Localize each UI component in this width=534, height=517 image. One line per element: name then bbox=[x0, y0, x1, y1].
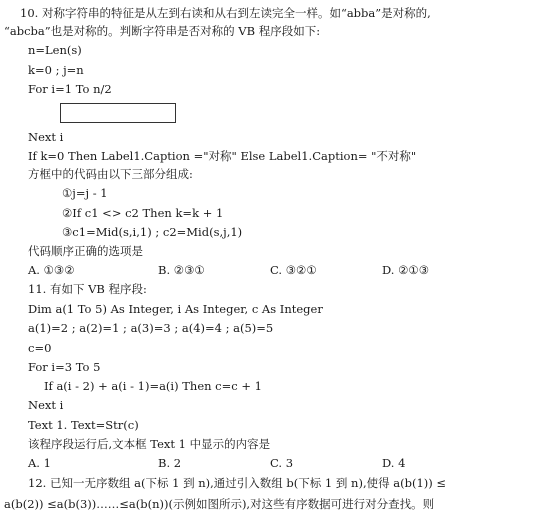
q10-code-3: For i=1 To n/2 bbox=[28, 82, 112, 96]
q10-option-b: B. ②③① bbox=[158, 263, 205, 277]
q11-code-6: Next i bbox=[28, 398, 64, 412]
q10-part-3: ③c1=Mid(s,i,1) ; c2=Mid(s,j,1) bbox=[62, 225, 243, 239]
q10-code-1: n=Len(s) bbox=[28, 43, 82, 57]
q10-line-2: “abcba”也是对称的。判断字符串是否对称的 VB 程序段如下: bbox=[4, 24, 321, 38]
q11-question: 该程序段运行后,文本框 Text 1 中显示的内容是 bbox=[28, 437, 271, 451]
q10-question: 代码顺序正确的选项是 bbox=[28, 244, 143, 258]
q11-code-2: a(1)=2 ; a(2)=1 ; a(3)=3 ; a(4)=4 ; a(5)=5 bbox=[28, 321, 274, 335]
q11-code-7: Text 1. Text=Str(c) bbox=[28, 418, 139, 432]
q11-title: 11. 有如下 VB 程序段: bbox=[28, 282, 147, 296]
q10-code-2: k=0 ; j=n bbox=[28, 63, 84, 77]
q10-if-line: If k=0 Then Label1.Caption ="对称" Else Label1.Caption= "不对称" bbox=[28, 149, 417, 163]
code-blank-box bbox=[60, 103, 176, 123]
q11-code-4: For i=3 To 5 bbox=[28, 360, 101, 374]
q10-prompt: 方框中的代码由以下三部分组成: bbox=[28, 167, 193, 181]
q11-code-5: If a(i - 2) + a(i - 1)=a(i) Then c=c + 1 bbox=[44, 379, 262, 393]
q12-line-2: a(b(2)) ≤a(b(3))……≤a(b(n))(示例如图所示),对这些有序数据可进行对分查找。则 bbox=[4, 497, 435, 511]
q11-option-b: B. 2 bbox=[158, 456, 182, 470]
q10-option-a: A. ①③② bbox=[28, 263, 75, 277]
q10-option-d: D. ②①③ bbox=[382, 263, 430, 277]
q10-next: Next i bbox=[28, 130, 64, 144]
q11-option-d: D. 4 bbox=[382, 456, 406, 470]
q12-line-1: 12. 已知一无序数组 a(下标 1 到 n),通过引入数组 b(下标 1 到 n),使得 a(b(1)) ≤ bbox=[28, 476, 447, 490]
q11-code-1: Dim a(1 To 5) As Integer, i As Integer, c As Integer bbox=[28, 302, 323, 316]
q10-part-1: ①j=j - 1 bbox=[62, 186, 108, 200]
q10-part-2: ②If c1 <> c2 Then k=k + 1 bbox=[62, 206, 224, 220]
q10-line-1: 10. 对称字符串的特征是从左到右读和从右到左读完全一样。如“abba”是对称的, bbox=[20, 6, 431, 20]
q11-code-3: c=0 bbox=[28, 341, 52, 355]
q11-option-c: C. 3 bbox=[270, 456, 294, 470]
q11-option-a: A. 1 bbox=[28, 456, 51, 470]
q10-option-c: C. ③②① bbox=[270, 263, 317, 277]
